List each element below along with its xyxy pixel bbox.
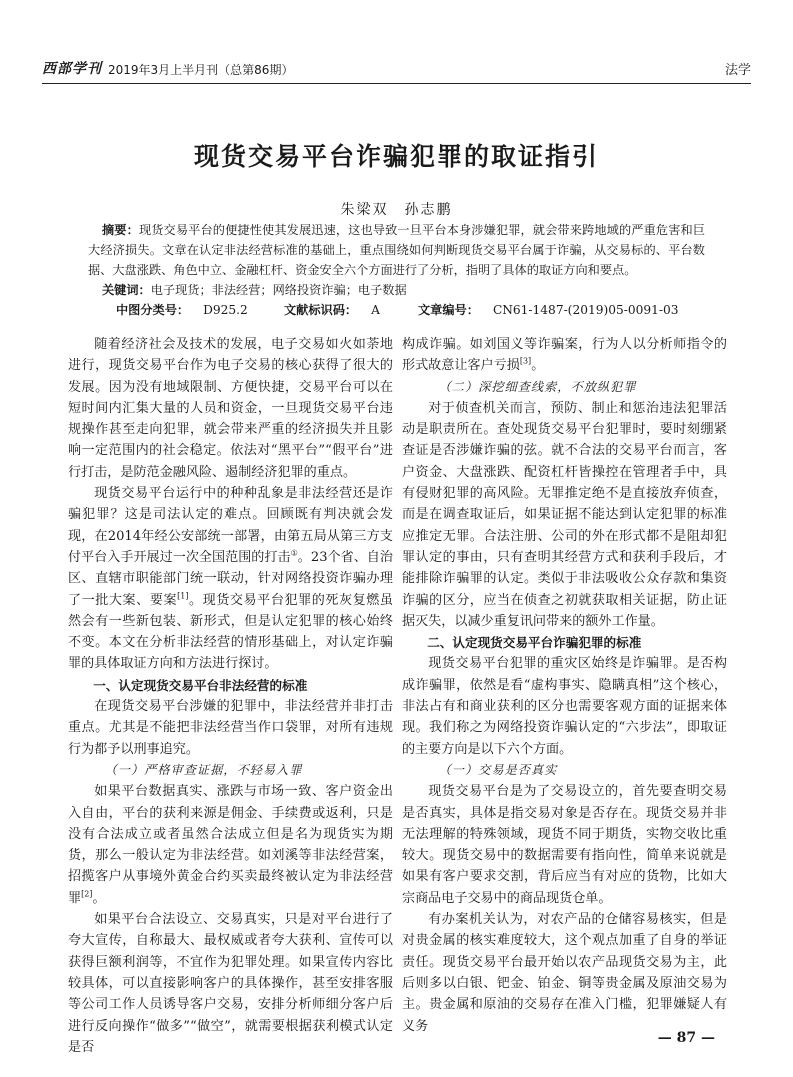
left-column	[68, 334, 393, 1058]
page-number: — 87 —	[657, 1030, 715, 1046]
clc-value: D925.2	[203, 303, 248, 317]
paragraph: 如果平台合法设立、交易真实，只是对平台进行了夸大宣传，自称最大、最权威或者夸大获利、宣传可以获得巨额利润等，不宜作为犯罪处理。如果宣传内容比较具体，可以直接影响客户的具体操作，甚至安排客服等公司工作人员诱导客户交易，安排分析师细分客户后进行反向操作“做多”“做空”，就需要根据获利模式认定是否	[68, 912, 393, 1055]
article-title: 现货交易平台诈骗犯罪的取证指引	[193, 142, 599, 171]
footnote-mark: ①	[290, 548, 298, 558]
abstract	[88, 220, 705, 280]
doc-label: 文献标识码：	[284, 303, 358, 317]
keywords-label: 关键词：	[102, 283, 151, 297]
paragraph	[402, 334, 727, 377]
paragraph: 随着经济社会及技术的发展，电子交易如火如荼地进行，现货交易平台作为电子交易的核心获得了很大的发展。因为没有地域限制、方便快捷，交易平台可以在短时间内汇集大量的人员和资金，一旦现货交易平台违规操作甚至走向犯罪，就会带来严重的经济损失并且影响一定范围内的社会稳定。依法对“黑平台”“假平台”进行打击，是防范金融风险、遏制经济犯罪的重点。	[68, 337, 393, 480]
citation: [1]	[177, 591, 189, 601]
text-run: 。现货交易平台犯罪的死灰复燃虽然会有一些新包装、新形式，但是认定犯罪的核心始终不变。本文在分析非法经营的情形基础上，对认定诈骗罪的具体取证方向和方法进行探讨。	[68, 592, 394, 672]
section-heading: 一、认定现货交易平台非法经营的标准	[93, 677, 308, 693]
paragraph: 现货交易平台犯罪的重灾区始终是诈骗罪。是否构成诈骗罪，依然是看“虚构事实、隐瞒真相”这个核心，非法占有和商业获利的区分也需要客观方面的证据来体现。我们称之为网络投资诈骗认定的“六步法”，即取证的主要方向是以下六个方面。	[402, 656, 727, 757]
text-run: 如果平台数据真实、涨跌与市场一致、客户资金出入自由，平台的获利来源是佣金、手续费或返利，只是没有合法成立或者虽然合法成立但是名为现货实为期货，那么一般认定为非法经营。如刘溪等非法经营案，招揽客户从事境外黄金合约买卖最终被认定为非法经营罪	[68, 784, 393, 906]
paragraph	[68, 781, 393, 909]
journal-logo: 西部学刊	[42, 61, 102, 77]
paragraph: 在现货交易平台涉嫌的犯罪中，非法经营并非打击重点。尤其是不能把非法经营当作口袋罪，对所有违规行为都予以刑事追究。	[68, 699, 393, 757]
section-name: 法学	[724, 63, 751, 78]
keywords	[88, 280, 705, 300]
subsection-heading: （一）严格审查证据，不轻易入罪	[104, 762, 303, 777]
text-run: 构成诈骗。如刘国义等诈骗案，行为人以分析师指令的形式故意让客户亏损	[402, 337, 727, 374]
header-left	[42, 58, 293, 78]
citation: [3]	[519, 356, 532, 366]
article-label: 文章编号：	[418, 303, 479, 317]
article-number	[390, 300, 678, 320]
classification-row	[88, 300, 705, 320]
text-run: 。	[92, 890, 106, 906]
right-column	[402, 334, 727, 1037]
paragraph: 现货交易平台是为了交易设立的，首先要查明交易是否真实，具体是指交易对象是否存在。现货交易并非无法理解的特殊领域，现货不同于期货，实物交收比重较大。现货交易中的数据需要有指向性，简单来说就是如果有客户要求交割，背后应当有对应的货物，比如大宗商品电子交易中的商品现货仓单。	[402, 784, 727, 906]
abstract-label: 摘要：	[102, 223, 139, 237]
subsection-heading: （二）深挖细查线索，不放纵犯罪	[438, 379, 637, 394]
clc-code	[88, 300, 256, 320]
text-run: 现货交易平台运行中的种种乱象是非法经营还是诈骗犯罪？这是司法认定的难点。回顾既有判决就会发现，在2014年经公安部统一部署，由第五局从第三方支付平台入手开展过一次全国范围的打击	[68, 486, 393, 565]
keywords-text: 电子现货；非法经营；网络投资诈骗；电子数据	[150, 283, 407, 297]
paragraph	[68, 483, 393, 675]
abstract-text: 现货交易平台的便捷性使其发展迅速，这也导致一旦平台本身涉嫌犯罪，就会带来跨地域的严重危害和巨大经济损失。文章在认定非法经营标准的基础上，重点围绕如何判断现货交易平台属于诈骗，从交易标的、平台数据、大盘涨跌、角色中立、金融杠杆、资金安全六个方面进行了分析，指明了具体的取证方向和要点。	[88, 223, 706, 277]
clc-label: 中图分类号：	[116, 303, 190, 317]
paragraph: 有办案机关认为，对农产品的仓储容易核实，但是对贵金属的核实难度较大，这个观点加重了自身的举证责任。现货交易平台最开始以农产品现货交易为主，此后则多以白银、钯金、铂金、铜等贵金属及原油交易为主。贵金属和原油的交易存在准入门槛，犯罪嫌疑人有义务	[402, 912, 727, 1034]
running-header	[42, 54, 751, 84]
authors: 朱梁双 孙志鹏	[340, 202, 453, 218]
section-heading: 二、认定现货交易平台诈骗犯罪的标准	[427, 635, 642, 651]
issue-info: 2019年3月上半月刊（总第86期）	[108, 63, 294, 77]
paragraph: 对于侦查机关而言，预防、制止和惩治违法犯罪活动是职责所在。查处现货交易平台犯罪时，要时刻绷紧查证是否涉嫌诈骗的弦。就不合法的交易平台而言，客户资金、大盘涨跌、配资杠杆皆操控在管理者手中，具有侵财犯罪的高风险。无罪推定绝不是直接放弃侦查，而是在调查取证后，如果证据不能达到认定犯罪的标准应推定无罪。合法注册、公司的外在形式都不是阻却犯罪认定的事由，只有查明其经营方式和获利手段后，才能排除诈骗罪的认定。类似于非法吸收公众存款和集资诈骗的区分，应当在侦查之初就获取相关证据，防止证据灭失，以减少重复讯问带来的额外工作量。	[402, 400, 727, 629]
text-run: 。	[531, 358, 545, 374]
doc-code	[256, 300, 390, 320]
abstract-block	[88, 220, 705, 320]
text-run: 。23个省、自治区、直辖市职能部门统一联动，针对网络投资诈骗办理了一批大案、要案	[68, 549, 393, 608]
article-value: CN61-1487-(2019)05-0091-03	[492, 303, 679, 317]
doc-value: A	[371, 303, 380, 317]
subsection-heading: （一）交易是否真实	[438, 762, 558, 777]
citation: [2]	[81, 889, 93, 899]
